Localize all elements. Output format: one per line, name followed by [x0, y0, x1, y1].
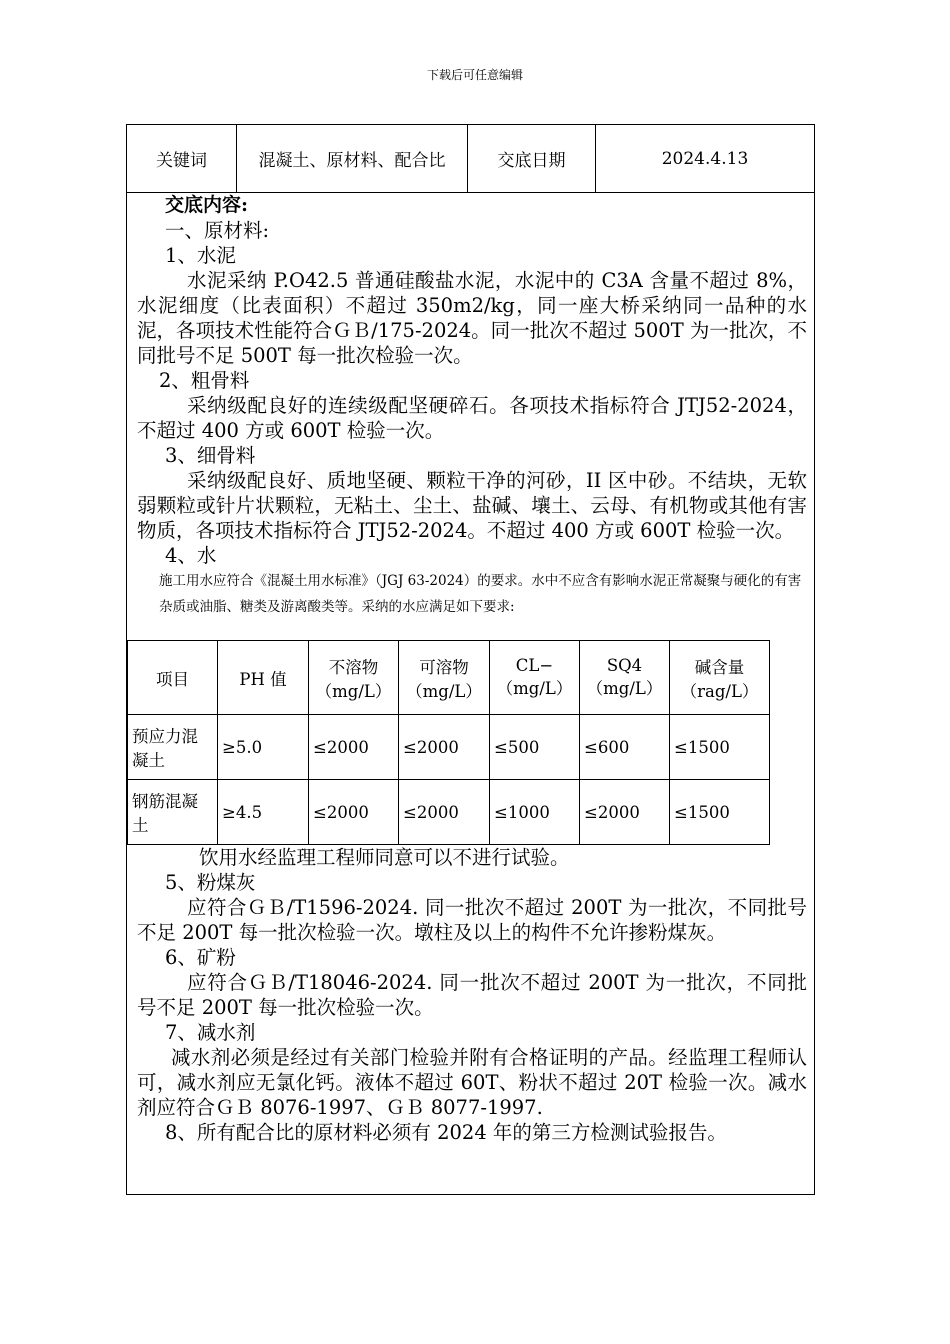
table-cell: ≤2000	[399, 780, 490, 845]
water-note: 饮用水经监理工程师同意可以不进行试验。	[199, 846, 570, 869]
keyword-label: 关键词	[127, 125, 237, 192]
table-cell: ≤2000	[580, 780, 670, 845]
table-cell: ≤1500	[670, 715, 770, 780]
top-note: 下载后可任意编辑	[426, 68, 523, 82]
slag-powder-title: 6、矿粉	[165, 946, 236, 969]
content-title: 交底内容:	[165, 194, 249, 216]
table-header-cell: 项目	[128, 641, 218, 715]
water-title: 4、水	[165, 544, 217, 567]
slag-powder-text: 应符合ＧＢ/T18046-2024. 同一批次不超过 200T 为一批次，不同批号不足 200T 每一批次检验一次。	[137, 971, 807, 1019]
table-header-row	[128, 641, 770, 715]
table-cell: ≤2000	[399, 715, 490, 780]
water-reducer-title: 7、减水剂	[165, 1021, 256, 1044]
table-cell: ≤2000	[309, 780, 399, 845]
cement-title: 1、水泥	[165, 244, 236, 267]
fly-ash-title: 5、粉煤灰	[165, 871, 256, 894]
table-cell: 预应力混凝土	[128, 715, 218, 780]
table-cell: ≥4.5	[218, 780, 309, 845]
header-row	[127, 125, 814, 193]
table-cell: ≤2000	[309, 715, 399, 780]
table-header-cell: 碱含量（rag/L）	[670, 641, 770, 715]
section-heading: 一、原材料:	[165, 219, 270, 242]
table-cell: ≤1500	[670, 780, 770, 845]
date-value: 2024.4.13	[661, 148, 749, 169]
keyword-value: 混凝土、原材料、配合比	[237, 125, 468, 192]
water-quality-table	[127, 640, 770, 845]
table-cell: ≤500	[490, 715, 580, 780]
table-row	[128, 780, 770, 845]
table-header-cell: CL−（mg/L）	[490, 641, 580, 715]
table-header-cell: SQ4（mg/L）	[580, 641, 670, 715]
date-label: 交底日期	[468, 125, 596, 192]
water-reducer-text: 减水剂必须是经过有关部门检验并附有合格证明的产品。经监理工程师认可，减水剂应无氯化钙。液体不超过 60T、粉状不超过 20T 检验一次。减水剂应符合ＧＢ 8076-1997、ＧＢ 8077-1997.	[137, 1046, 807, 1119]
cement-text: 水泥采纳 P.O42.5 普通硅酸盐水泥，水泥中的 C3A 含量不超过 8%，水泥细度（比表面积）不超过 350m2/kg，同一座大桥采纳同一品种的水泥，各项技术性能符合ＧＢ/175-2024。同一批次不超过 500T 为一批次，不同批号不足 500T 每一批次检验一次。	[137, 269, 807, 367]
fine-aggregate-text: 采纳级配良好、质地坚硬、颗粒干净的河砂，II 区中砂。不结块，无软弱颗粒或针片状颗粒，无粘土、尘土、盐碱、壤土、云母、有机物或其他有害物质，各项技术指标符合 JTJ52-2024。不超过 400 方或 600T 检验一次。	[137, 469, 807, 542]
table-row	[128, 715, 770, 780]
coarse-aggregate-text: 采纳级配良好的连续级配坚硬碎石。各项技术指标符合 JTJ52-2024，不超过 400 方或 600T 检验一次。	[137, 394, 807, 442]
table-cell: ≥5.0	[218, 715, 309, 780]
table-cell: 钢筋混凝土	[128, 780, 218, 845]
table-cell: ≤600	[580, 715, 670, 780]
table-header-cell: 不溶物（mg/L）	[309, 641, 399, 715]
table-cell: ≤1000	[490, 780, 580, 845]
fine-aggregate-title: 3、细骨料	[165, 444, 256, 467]
content-after-table	[137, 845, 807, 1145]
test-report-text: 8、所有配合比的原材料必须有 2024 年的第三方检测试验报告。	[165, 1121, 727, 1144]
coarse-aggregate-title: 2、粗骨料	[159, 369, 250, 392]
disclosure-form	[126, 124, 815, 1195]
table-header-cell: PH 值	[218, 641, 309, 715]
fly-ash-text: 应符合ＧＢ/T1596-2024. 同一批次不超过 200T 为一批次，不同批号不足 200T 每一批次检验一次。墩柱及以上的构件不允许掺粉煤灰。	[137, 896, 807, 944]
table-header-cell: 可溶物（mg/L）	[399, 641, 490, 715]
water-text: 施工用水应符合《混凝土用水标准》（JGJ 63-2024）的要求。水中不应含有影响水泥正常凝聚与硬化的有害杂质或油脂、糖类及游离酸类等。采纳的水应满足如下要求:	[159, 573, 802, 615]
content-body	[137, 193, 807, 620]
